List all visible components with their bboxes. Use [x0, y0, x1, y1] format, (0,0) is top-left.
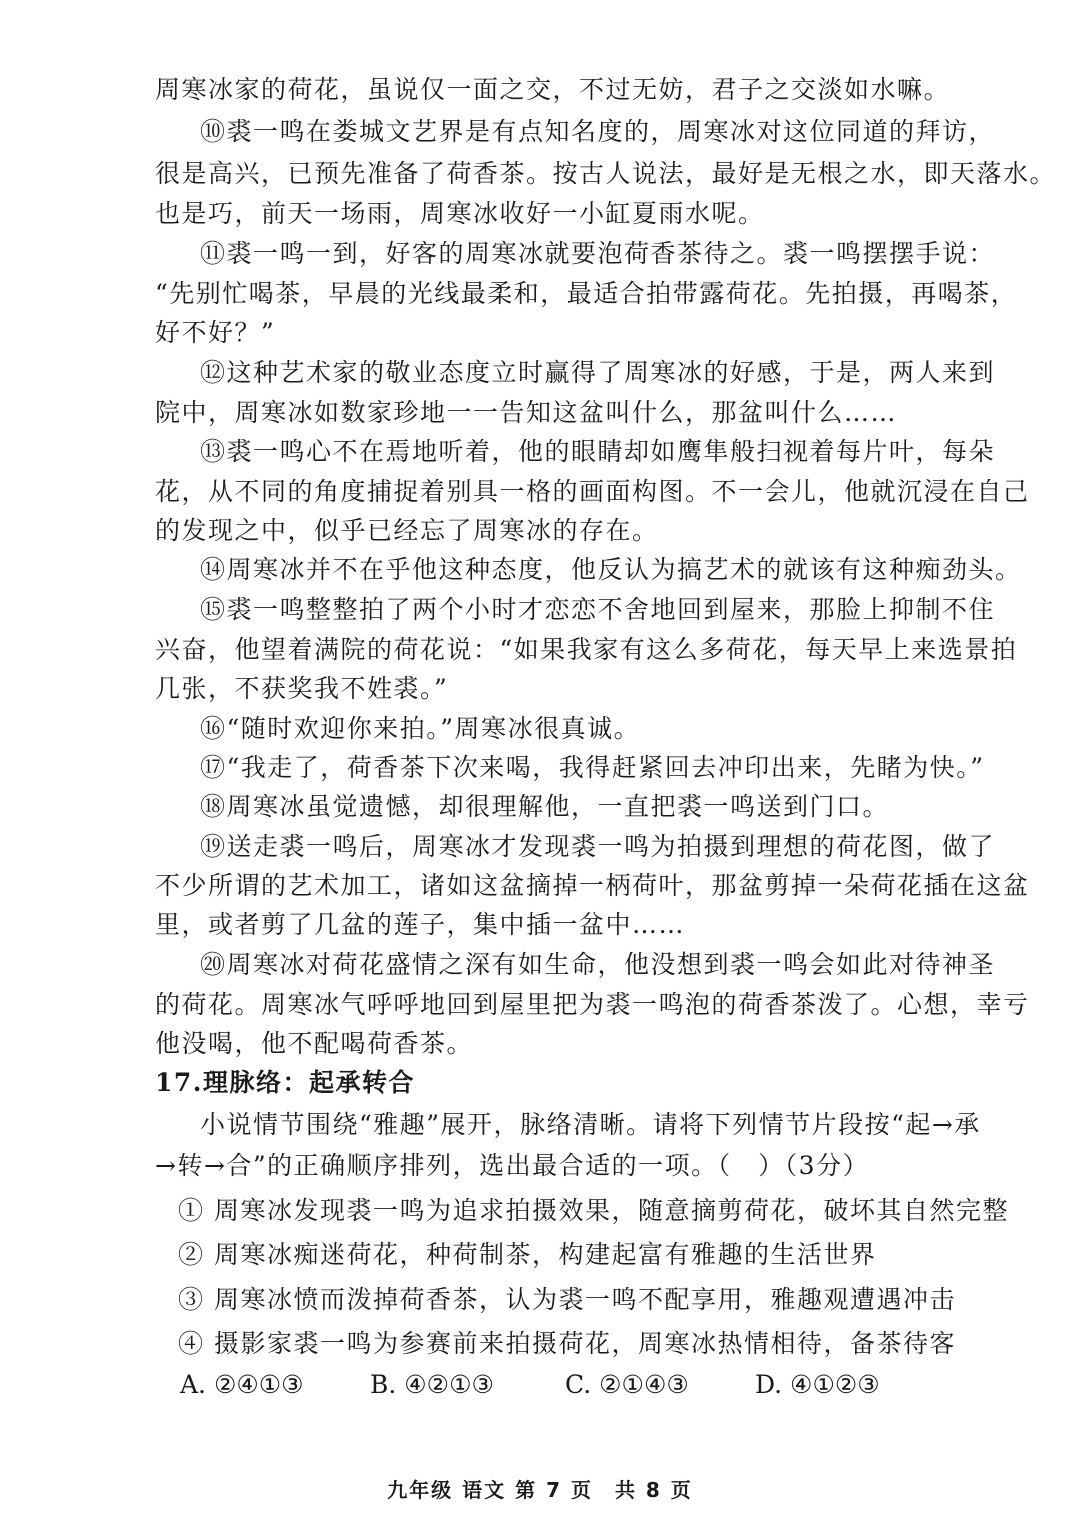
answer-option-d[interactable]: D. ④①②③: [755, 1370, 880, 1399]
paragraph-17-line: ⑰“我走了，荷香茶下次来喝，我得赶紧回去冲印出来，先睹为快。”: [200, 753, 985, 782]
plot-item-3: ③ 周寒冰愤而泼掉荷香茶，认为裘一鸣不配享用，雅趣观遭遇冲击: [178, 1285, 956, 1314]
paragraph-10-line: ⑩裘一鸣在娄城文艺界是有点知名度的，周寒冰对这位同道的拜访，: [200, 117, 996, 146]
passage-line: 他没喝，他不配喝荷香茶。: [155, 1029, 474, 1058]
question-prompt-line: →转→合”的正确顺序排列，选出最合适的一项。（ ）（3分）: [155, 1151, 870, 1180]
passage-line: 兴奋，他望着满院的荷花说：“如果我家有这么多荷花，每天早上来选景拍: [155, 635, 1018, 664]
passage-line: “先别忙喝茶，早晨的光线最柔和，最适合拍带露荷花。先拍摄，再喝茶，: [155, 279, 1018, 308]
answer-option-c[interactable]: C. ②①④③: [565, 1370, 689, 1399]
passage-line: 好不好？”: [155, 318, 276, 347]
answer-option-b[interactable]: B. ④②①③: [370, 1370, 494, 1399]
paragraph-11-line: ⑪裘一鸣一到，好客的周寒冰就要泡荷香茶待之。裘一鸣摆摆手说：: [200, 239, 996, 268]
paragraph-12-line: ⑫这种艺术家的敬业态度立时赢得了周寒冰的好感，于是，两人来到: [200, 358, 996, 387]
plot-item-4: ④ 摄影家裘一鸣为参赛前来拍摄荷花，周寒冰热情相待，备茶待客: [178, 1329, 956, 1358]
passage-line: 的荷花。周寒冰气呼呼地回到屋里把为裘一鸣泡的荷香茶泼了。心想，幸亏: [155, 990, 1030, 1019]
passage-line: 几张，不获奖我不姓裘。”: [155, 674, 449, 703]
answer-choices: [180, 1370, 940, 1400]
page-footer: 九年级 语文 第 7 页 共 8 页: [387, 1478, 693, 1502]
paragraph-14-line: ⑭周寒冰并不在乎他这种态度，他反认为搞艺术的就该有这种痴劲头。: [200, 555, 1022, 584]
passage-line: 很是高兴，已预先准备了荷香茶。按古人说法，最好是无根之水，即天落水。: [155, 159, 1057, 188]
question-heading: 17.理脉络：起承转合: [155, 1068, 415, 1097]
passage-line: 里，或者剪了几盆的莲子，集中插一盆中……: [155, 910, 686, 939]
passage-line: 周寒冰家的荷花，虽说仅一面之交，不过无妨，君子之交淡如水嘛。: [155, 75, 951, 104]
paragraph-16-line: ⑯“随时欢迎你来拍。”周寒冰很真诚。: [200, 714, 641, 743]
passage-line: 花，从不同的角度捕捉着别具一格的画面构图。不一会儿，他就沉浸在自己: [155, 477, 1030, 506]
paragraph-20-line: ⑳周寒冰对荷花盛情之深有如生命，他没想到裘一鸣会如此对待神圣: [200, 950, 996, 979]
paragraph-15-line: ⑮裘一鸣整整拍了两个小时才恋恋不舍地回到屋来，那脸上抑制不住: [200, 595, 996, 624]
paragraph-19-line: ⑲送走裘一鸣后，周寒冰才发现裘一鸣为拍摄到理想的荷花图，做了: [200, 832, 996, 861]
passage-line: 也是巧，前天一场雨，周寒冰收好一小缸夏雨水呢。: [155, 199, 765, 228]
passage-line: 院中，周寒冰如数家珍地一一告知这盆叫什么，那盆叫什么……: [155, 398, 898, 427]
paragraph-13-line: ⑬裘一鸣心不在焉地听着，他的眼睛却如鹰隼般扫视着每片叶，每朵: [200, 437, 996, 466]
passage-line: 不少所谓的艺术加工，诸如这盆摘掉一柄荷叶，那盆剪掉一朵荷花插在这盆: [155, 871, 1030, 900]
question-prompt-line: 小说情节围绕“雅趣”展开，脉络清晰。请将下列情节片段按“起→承: [200, 1110, 981, 1139]
plot-item-2: ② 周寒冰痴迷荷花，种荷制茶，构建起富有雅趣的生活世界: [178, 1240, 877, 1269]
passage-line: 的发现之中，似乎已经忘了周寒冰的存在。: [155, 516, 659, 545]
answer-option-a[interactable]: A. ②④①③: [180, 1370, 304, 1399]
paragraph-18-line: ⑱周寒冰虽觉遗憾，却很理解他，一直把裘一鸣送到门口。: [200, 792, 890, 821]
plot-item-1: ① 周寒冰发现裘一鸣为追求拍摄效果，随意摘剪荷花，破坏其自然完整: [178, 1196, 1009, 1225]
